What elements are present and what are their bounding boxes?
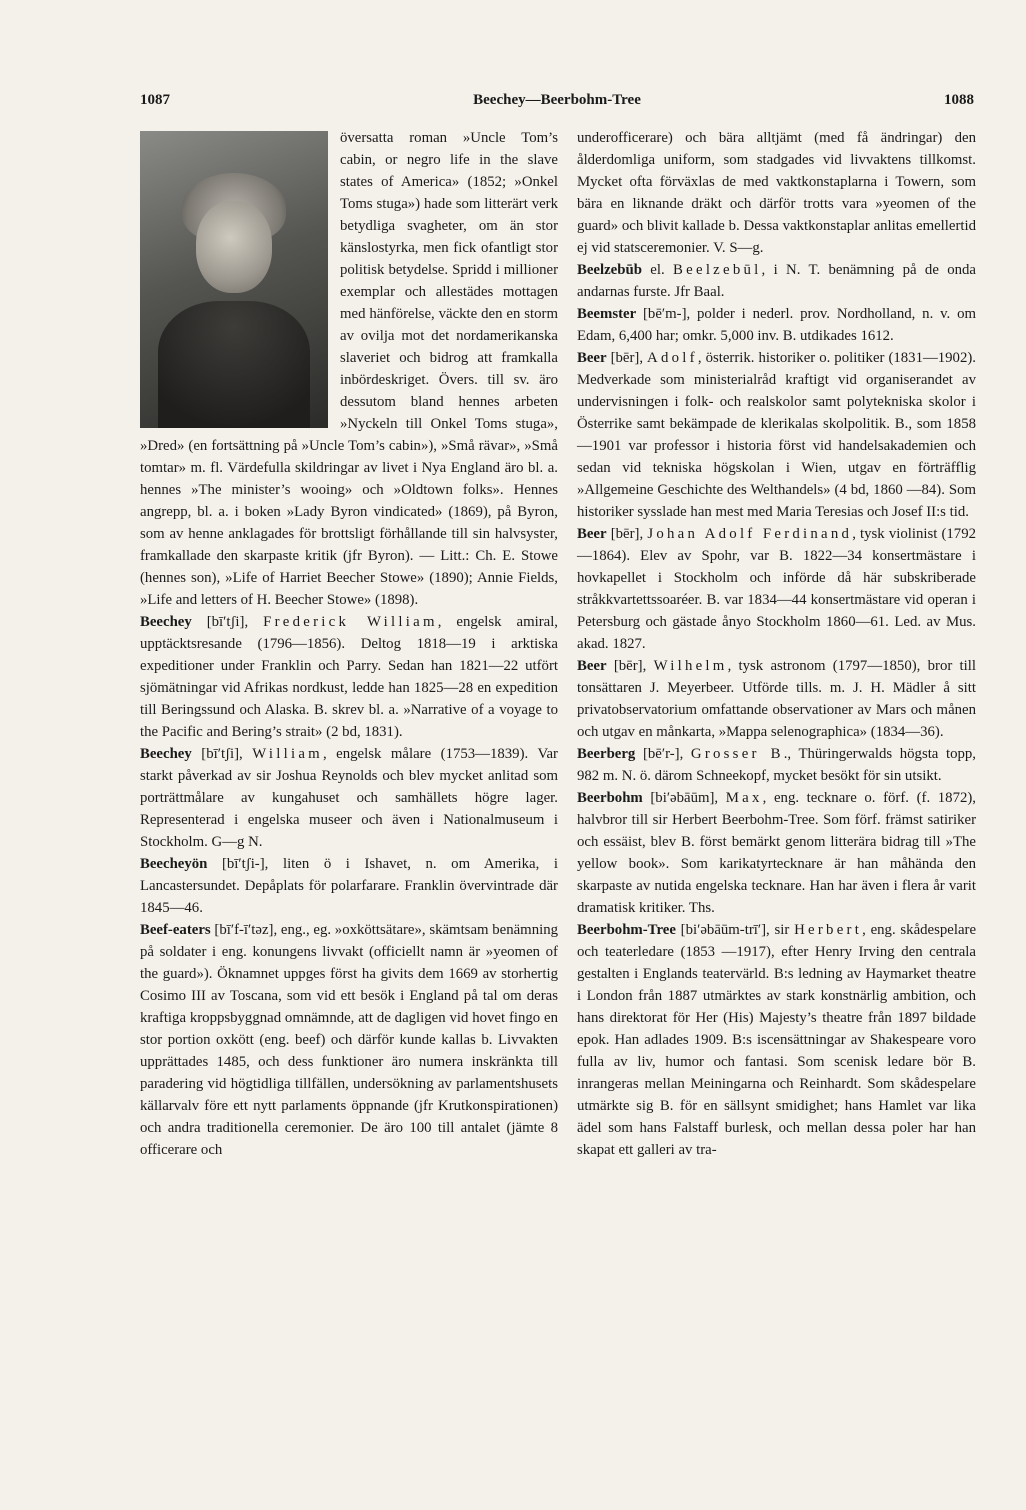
entry-text: eng., eg. »oxköttsätare», skämtsam benämning på soldater i eng. konungens livvakt (officiellt namn är »yeomen of the guard»). Öknamnet uppges först ha givits dem 1669 av storhertig Cosimo III av Toscana, som vid ett besök i England på tal om deras kraftiga kroppsbyggnad omnämnde, att de dagligen vid hovet fingo en stor portion oxkött (eng. beef) och därför kunde kallas b. Livvakten upprättades 1485, och dess funktioner äro numera inskränkta till paradering vid högtidliga tillfällen, undersökning av parlamentshusets källarvalv före ett nytt parlaments öppnande (jfr Krutkonspirationen) och andra traditionella ceremonier. De äro 100 till antalet (jämte 8 officerare och (140, 922, 559, 1158)
entry (577, 303, 976, 347)
entry-headword: Beecheyön (140, 856, 208, 872)
entry-pronunciation: [bī′tʃi], (191, 614, 264, 630)
entry-headword: Beerbohm (577, 790, 643, 806)
entry-name: Grosser B (690, 746, 784, 762)
entry-text: , engelsk amiral, upptäcktsresande (1796—1856). Deltog 1818—19 i arktiska expeditioner under Franklin och Parry. Sedan han 1821—22 utfört sjömätningar vid Afrikas nordkust, ledde han 1825—28 en expedition till Beringssund och Alaska. B. skrev bl. a. »Narrative of a voyage to the Pacific and Bering’s strait» (2 bd, 1831). (140, 614, 559, 740)
entry-headword: Beemster (577, 306, 637, 322)
entry (577, 347, 976, 523)
entry-pronunciation: [bēr], (606, 350, 648, 366)
entry (140, 611, 558, 743)
entry (577, 743, 976, 787)
page-number-right: 1088 (944, 92, 974, 108)
entry-pronunciation: [bēr], (606, 658, 654, 674)
left-column (140, 127, 558, 1161)
entry-pronunciation: [bi′əbāūm-trī′], sir (675, 922, 795, 938)
entry-text: , eng. skådespelare och teaterledare (1853 —1917), efter Henry Irving den centrala gestalten i Englands teatervärld. B:s ledning av Haymarket theatre i London från 1887 utmärktes av stark konstnärlig ambition, och hans direktorat för Her (His) Majesty’s theatre från 1897 bildade epok. Han adlades 1909. B:s iscensättningar av Shakespeare voro fulla av liv, humor och fantasi. Som scenisk ledare bör B. inrangeras mellan Meiningarna och Reinhardt. Som skådespelare utmärkte sig B. för en sällsynt smidighet; hans Hamlet var lika ädel som hans Falstaff burlesk, och mellan dessa poler har han skapat ett galleri av tra- (577, 922, 977, 1158)
portrait-face (196, 201, 272, 293)
entry-pronunciation: [bē′r-], (635, 746, 691, 762)
portrait-photo (140, 131, 328, 428)
entry-headword: Beechey (140, 614, 192, 630)
entry-text: , tysk violinist (1792—1864). Elev av Spohr, var B. 1822—34 konsertmästare i hovkapellet i Stockholm och införde då här subskriberade stråkkvartettssoaréer. B. var 1834—44 konsertmästare vid operan i Petersburg och gästade ånyo Stockholm 1860—61. Led. av Mus. akad. 1827. (577, 526, 976, 652)
entry (140, 919, 558, 1161)
entry (577, 259, 976, 303)
page-number-left: 1087 (140, 92, 170, 108)
running-title: Beechey—Beerbohm-Tree (473, 92, 641, 108)
entry (140, 743, 558, 853)
entry-name: William (252, 746, 323, 762)
entry-text: , eng. tecknare o. förf. (f. 1872), halvbror till sir Herbert Beerbohm-Tree. Som förf. främst satiriker och essäist, blev B. först bemärkt genom litterära bidrag till »The yellow book». Som karikatyrtecknare är han måhända den skarpaste av nutida engelska tecknare. Han har även i flera år varit dramatisk kritiker. Ths. (577, 790, 976, 916)
entry-headword: Beechey (140, 746, 192, 762)
entry-pronunciation: [bē′m-], (636, 306, 698, 322)
entry (577, 787, 976, 919)
right-column (577, 127, 976, 1161)
entry-name: Max (725, 790, 763, 806)
portrait-body (158, 301, 310, 428)
right-entries (577, 259, 976, 1161)
entry-headword: Beer (577, 658, 607, 674)
page-header (140, 92, 974, 116)
entry (140, 853, 558, 919)
entry-headword: Beerbohm-Tree (577, 922, 676, 938)
entry-text: , engelsk målare (1753—1839). Var starkt påverkad av sir Joshua Reynolds och blev mycket anlitad som porträttmålare av kungahuset och samhällets högre lager. Representerad i engelska museer och även i Nationalmuseum i Stockholm. G—g N. (140, 746, 558, 850)
entry-text: , i N. T. benämning på de onda andarnas furste. Jfr Baal. (577, 262, 977, 300)
entry-pronunciation: [bi′əbāūm], (642, 790, 726, 806)
entry-text: polder i nederl. prov. Nordholland, n. v. om Edam, 6,400 har; omkr. 5,000 inv. B. utdikades 1612. (577, 306, 976, 344)
entry-text: liten ö i Ishavet, n. om Amerika, i Lancastersundet. Depåplats för polarfarare. Franklin övervintrade där 1845—46. (140, 856, 559, 916)
entry (577, 523, 976, 655)
entry-name: Beelzebūl (673, 262, 762, 278)
entry-text: , tysk astronom (1797—1850), bror till tonsättaren J. Meyerbeer. Utförde tills. m. J. H. Mädler å sitt privatobservatorium omfattande observationer av Mars och månen och utgav en månkarta, »Mappa selenographica» (1834—36). (577, 658, 976, 740)
entry-name: Herbert (794, 922, 863, 938)
entry-text: ., Thüringerwalds högsta topp, 982 m. N. ö. därom Schneekopf, mycket besökt för sin utsikt. (577, 746, 976, 784)
entry-name: Wilhelm (653, 658, 728, 674)
entry-headword: Beef-eaters (140, 922, 211, 938)
entry (577, 919, 976, 1161)
entry-pronunciation: el. (641, 262, 674, 278)
entry-pronunciation: [bēr], (606, 526, 648, 542)
entry-pronunciation: [bī′f-ī′təz], (210, 922, 281, 938)
entry-headword: Beerberg (577, 746, 636, 762)
entry-pronunciation: [bī′tʃi-], (207, 856, 283, 872)
entry-headword: Beelzebūb (577, 262, 642, 278)
continued-text: översatta roman »Uncle Tom’s cabin, or negro life in the slave states of America» (1852; »Onkel Toms stuga») hade som litterärt verk betydliga svagheter, om än stor känslostyrka, men fick ofantligt stor politisk betydelse. Spridd i millioner exemplar och allestädes mottagen med hänförelse, väckte den en storm av ovilja mot det nordamerikanska slaveriet och bidrog att framkalla inbördeskriget. Övers. till sv. äro dessutom bland hennes arbeten »Nyckeln till Onkel Toms stuga», »Dred» (en fortsättning på »Uncle Tom’s cabin»), »Små rävar», »Små tomtar» m. fl. Värdefulla skildringar av livet i Nya England äro bl. a. hennes »The minister’s wooing» och »Oldtown folks». Hennes angrepp, bl. a. i boken »Lady Byron vindicated» (1869), på Byron, som av henne anklagades för brottsligt förhållande till sin halvsyster, framkallade den skarpaste kritik (jfr Byron). — Litt.: Ch. E. Stowe (hennes son), »Life of Harriet Beecher Stowe» (1890); Annie Fields, »Life and letters of H. Beecher Stowe» (1898). (140, 130, 558, 608)
continued-text: underofficerare) och bära alltjämt (med få ändringar) den ålderdomliga uniform, som stadgades vid livvaktens tillkomst. Mycket ofta förväxlas de med vaktkonstaplarna i Towern, som bära en liknande dräkt och därför trotts vara »yeomen of the guard» och blivit kallade b. Dessa vaktkonstaplar anlitas emellertid ej vid statsceremonier. V. S—g. (577, 130, 976, 256)
entry-name: Adolf (647, 350, 698, 366)
entry-text: , österrik. historiker o. politiker (1831—1902). Medverkade som ministerialråd kraftigt vid organiserandet av undervisningen i folk- och realskolor samt polytekniska skolor i Österrike samt bekämpade de klerikalas skolpolitik. B., som 1858 —1901 var professor i historia först vid handelsakademien och sedan vid tekniska högskolan i Wien, utgav en förträfflig »Allgemeine Geschichte des Welthandels» (4 bd, 1860 —84). Som historiker sysslade han mest med Maria Teresias och Josef II:s tid. (577, 350, 976, 520)
entry-name: Johan Adolf Ferdinand (647, 526, 853, 542)
left-entries (140, 611, 558, 1161)
entry (577, 655, 976, 743)
entry-headword: Beer (577, 350, 607, 366)
entry-headword: Beer (577, 526, 607, 542)
entry-pronunciation: [bī′tʃi], (191, 746, 253, 762)
entry-name: Frederick William (263, 614, 438, 630)
